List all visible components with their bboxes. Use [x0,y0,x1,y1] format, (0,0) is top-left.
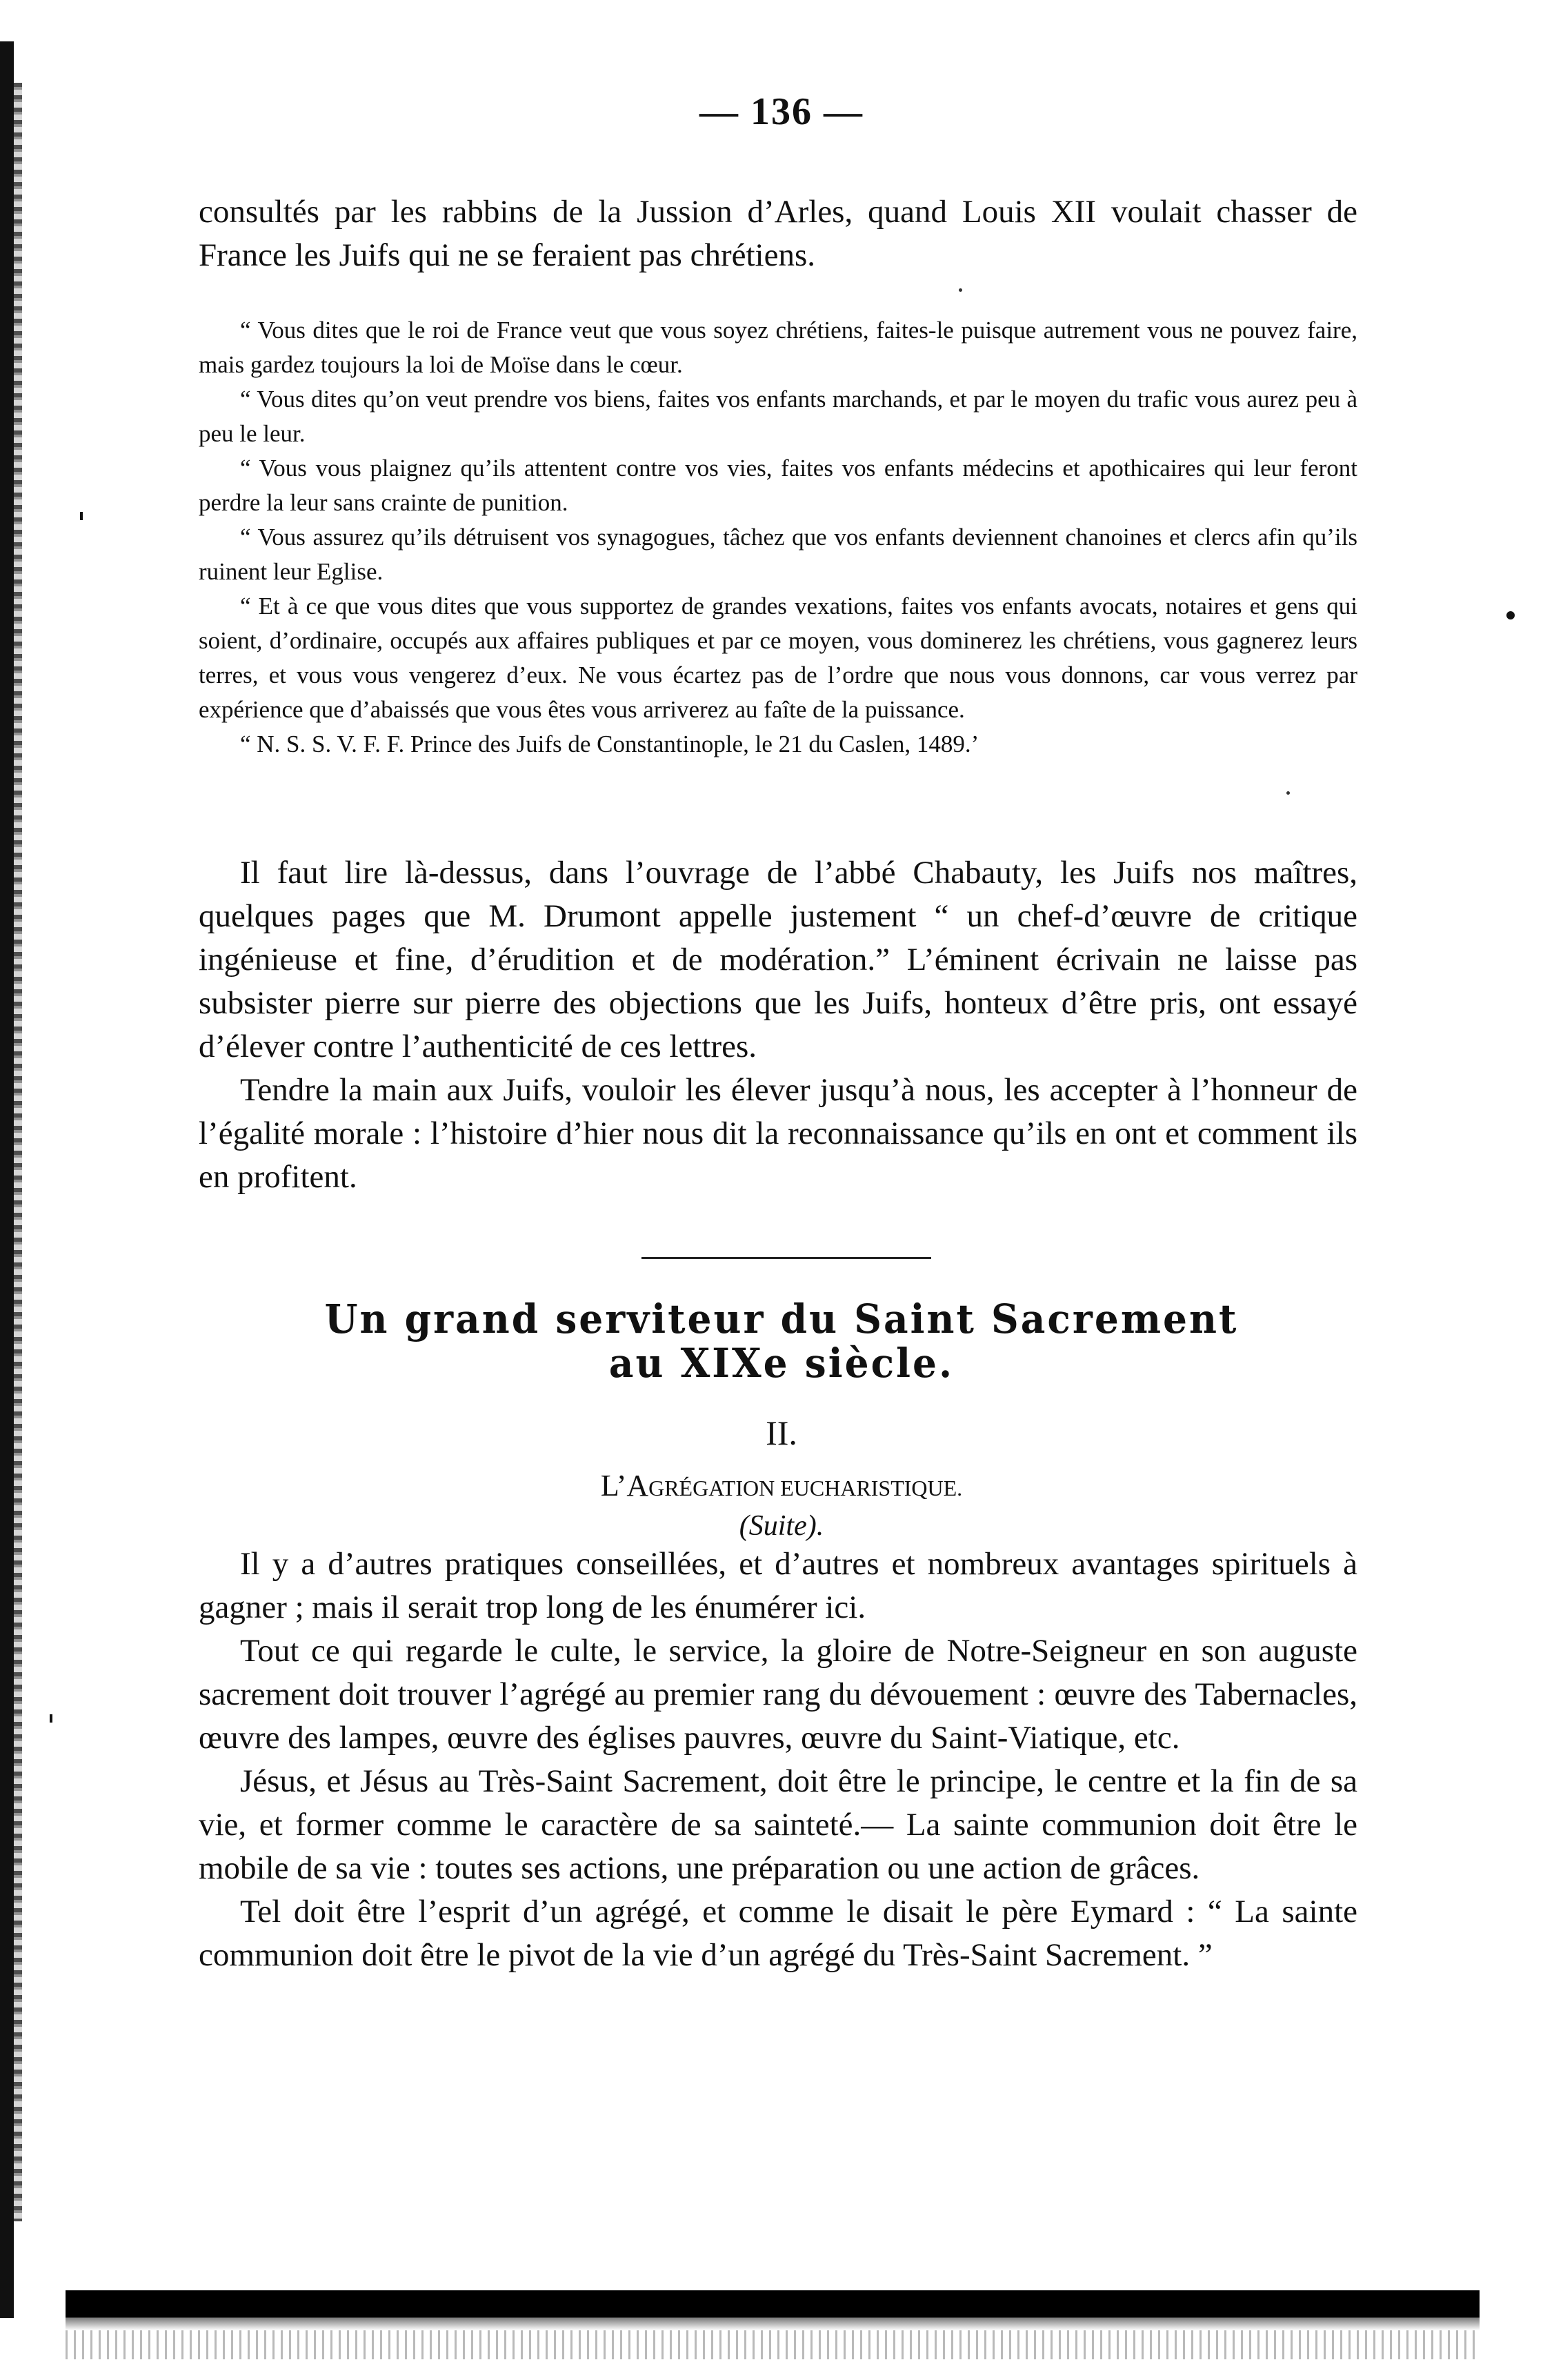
section-paragraph-2: Tout ce qui regarde le culte, le service, la gloire de Notre-Seigneur en son auguste sacrement doit trouver l’agrégé au premier rang du dévouement : œuvre des Tabernacles, œuvre des lampes, œuvre des églises pauvres, œuvre du Saint-Viatique, etc. [199,1633,1357,1756]
scan-speck-small-2 [959,288,962,292]
quote-paragraph-2: “ Vous dites qu’on veut prendre vos biens, faites vos enfants marchands, et par le moyen du trafic vous aurez peu à peu le leur. [199,386,1357,447]
chapter-continuation-label: (Suite). [739,1510,824,1542]
quote-signature: “ N. S. S. V. F. F. Prince des Juifs de Constantinople, le 21 du Caslen, 1489.’ [240,731,979,757]
chapter-subtitle [0,1468,1563,1503]
scan-bottom-speckle [66,2330,1480,2359]
opening-paragraph-block [199,190,1357,277]
scan-edge-shadow [0,41,14,2318]
quote-paragraph-3: “ Vous vous plaignez qu’ils attentent contre vos vies, faites vos enfants médecins et apothicaires qui leur feront perdre la leur sans crainte de punition. [199,455,1357,516]
section-paragraph-3: Jésus, et Jésus au Très-Saint Sacrement, doit être le principe, le centre et la fin de sa vie, et former comme le caractère de sa sainteté.— La sainte communion doit être le mobile de sa vie : toutes ses actions, une préparation ou une action de grâces. [199,1763,1357,1886]
commentary-block [199,851,1357,1199]
opening-paragraph: consultés par les rabbins de la Jussion d’Arles, quand Louis XII voulait chasser de France les Juifs qui ne se feraient pas chrétiens. [199,194,1357,273]
commentary-paragraph-1: Il faut lire là-dessus, dans l’ouvrage de l’abbé Chabauty, les Juifs nos maîtres, quelques pages que M. Drumont appelle justement “ un chef-d’œuvre de critique ingénieuse et fine, d’érudition et de modération.” L’éminent écrivain ne laisse pas subsister pierre sur pierre des objections que les Juifs, honteux d’être pris, ont essayé d’élever contre l’authenticité de ces lettres. [199,855,1357,1064]
scan-bottom-band [66,2290,1480,2330]
quote-paragraph-1: “ Vous dites que le roi de France veut que vous soyez chrétiens, faites-le puisque autrement vous ne pouvez faire, mais gardez toujours la loi de Moïse dans le cœur. [199,317,1357,378]
scan-edge-texture [14,83,22,2221]
section-paragraph-4: Tel doit être l’esprit d’un agrégé, et comme le disait le père Eymard : “ La sainte communion doit être le pivot de la vie d’un agrégé du Très-Saint Sacrement. ” [199,1894,1357,1973]
section-heading-line-2: au XIXe siècle. [608,1339,955,1387]
section-body [199,1543,1357,1977]
quote-paragraph-4: “ Vous assurez qu’ils détruisent vos synagogues, tâchez que vos enfants deviennent chanoines et clercs afin qu’ils ruinent leur Eglise. [199,524,1357,585]
chapter-subtitle-smallcaps: GRÉGATION EUCHARISTIQUE. [648,1476,963,1500]
quoted-letter [199,313,1357,762]
section-paragraph-1: Il y a d’autres pratiques conseillées, et d’autres et nombreux avantages spirituels à gagner ; mais il serait trop long de les énumérer ici. [199,1546,1357,1625]
chapter-subtitle-initial: L’A [600,1469,649,1503]
section-heading-line-1: Un grand serviteur du Saint Sacrement [324,1295,1239,1342]
scan-mark-left-upper [80,512,83,520]
scan-speck [1506,611,1515,619]
chapter-number: II. [766,1414,797,1452]
scan-mark-left-lower [50,1714,52,1723]
commentary-paragraph-2: Tendre la main aux Juifs, vouloir les élever jusqu’à nous, les accepter à l’honneur de l’égalité morale : l’histoire d’hier nous dit la reconnaissance qu’ils en ont et comment ils en profitent. [199,1072,1357,1195]
page-number: — 136 — [699,90,864,133]
scan-speck-small [1286,791,1290,795]
section-divider [641,1257,931,1259]
quote-paragraph-5: “ Et à ce que vous dites que vous supportez de grandes vexations, faites vos enfants avocats, notaires et gens qui soient, d’ordinaire, occupés aux affaires publiques et par ce moyen, vous dominerez les chrétiens, vous gagnerez leurs terres, et vous vous vengerez d’eux. Ne vous écartez pas de l’ordre que nous vous donnons, car vous verrez par expérience que d’abaissés que vous êtes vous arriverez au faîte de la puissance. [199,593,1357,723]
